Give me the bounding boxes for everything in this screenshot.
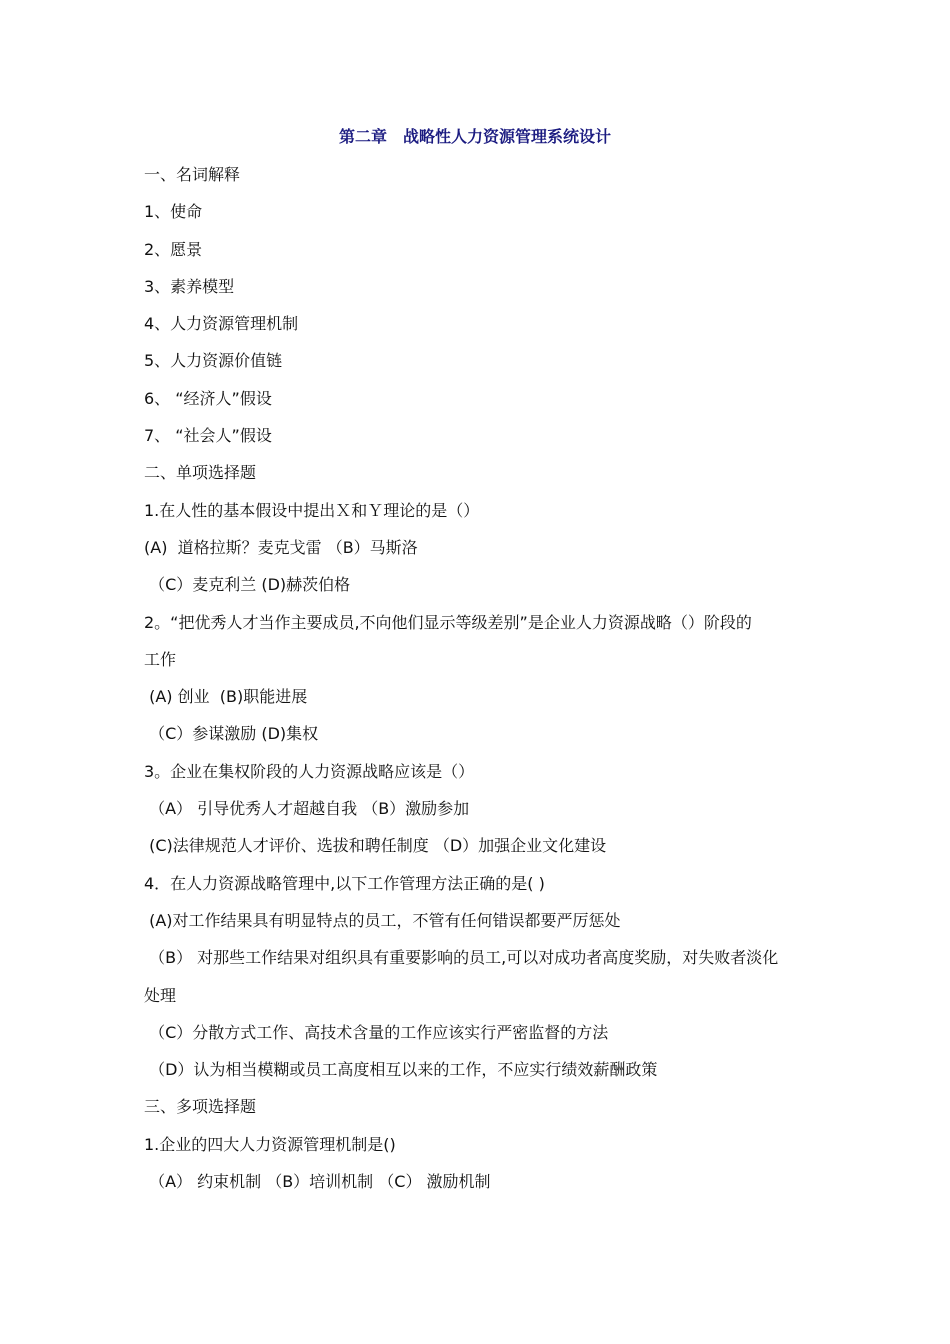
answer-option-continued: 处理 bbox=[144, 985, 177, 1005]
term-item: 1、使命 bbox=[144, 202, 203, 222]
answer-options: （C）麦克利兰 (D)赫茨伯格 bbox=[144, 575, 351, 595]
term-item: 2、愿景 bbox=[144, 239, 203, 259]
question-text: 1.企业的四大人力资源管理机制是() bbox=[144, 1134, 396, 1154]
answer-options: (C)法律规范人才评价、选拔和聘任制度 （D）加强企业文化建设 bbox=[144, 836, 607, 856]
answer-options: （C）参谋激励 (D)集权 bbox=[144, 724, 319, 744]
answer-options: （A） 引导优秀人才超越自我 （B）激励参加 bbox=[144, 799, 470, 819]
answer-option: （D）认为相当模糊或员工高度相互以来的工作，不应实行绩效薪酬政策 bbox=[144, 1060, 658, 1080]
section-heading: 三、多项选择题 bbox=[144, 1097, 257, 1117]
term-item: 3、素养模型 bbox=[144, 276, 235, 296]
term-item: 4、人力资源管理机制 bbox=[144, 314, 299, 334]
term-item: 5、人力资源价值链 bbox=[144, 351, 283, 371]
answer-options: (A) 创业 (B)职能进展 bbox=[144, 687, 308, 707]
question-text: 2。“把优秀人才当作主要成员,不向他们显示等级差别”是企业人力资源战略（）阶段的 bbox=[144, 612, 752, 632]
question-text: 4．在人力资源战略管理中,以下工作管理方法正确的是( ) bbox=[144, 873, 545, 893]
question-text-continued: 工作 bbox=[144, 649, 177, 669]
answer-options: （A） 约束机制 （B）培训机制 （C） 激励机制 bbox=[144, 1172, 491, 1192]
section-heading: 二、单项选择题 bbox=[144, 463, 257, 483]
document-body bbox=[144, 162, 814, 1206]
question-text: 3。企业在集权阶段的人力资源战略应该是（） bbox=[144, 761, 475, 781]
term-item: 6、 “经济人”假设 bbox=[144, 388, 272, 408]
answer-option: (A)对工作结果具有明显特点的员工，不管有任何错误都要严厉惩处 bbox=[144, 910, 621, 930]
answer-option: （C）分散方式工作、高技术含量的工作应该实行严密监督的方法 bbox=[144, 1022, 609, 1042]
term-item: 7、 “社会人”假设 bbox=[144, 426, 272, 446]
answer-options: (A) 道格拉斯？麦克戈雷 （B）马斯洛 bbox=[144, 537, 418, 557]
section-heading: 一、名词解释 bbox=[144, 165, 241, 184]
question-text: 1.在人性的基本假设中提出Ｘ和Ｙ理论的是（） bbox=[144, 500, 480, 520]
chapter-title: 第二章 战略性人力资源管理系统设计 bbox=[338, 127, 611, 146]
answer-option: （B） 对那些工作结果对组织具有重要影响的员工,可以对成功者高度奖励，对失败者淡化 bbox=[144, 948, 779, 968]
